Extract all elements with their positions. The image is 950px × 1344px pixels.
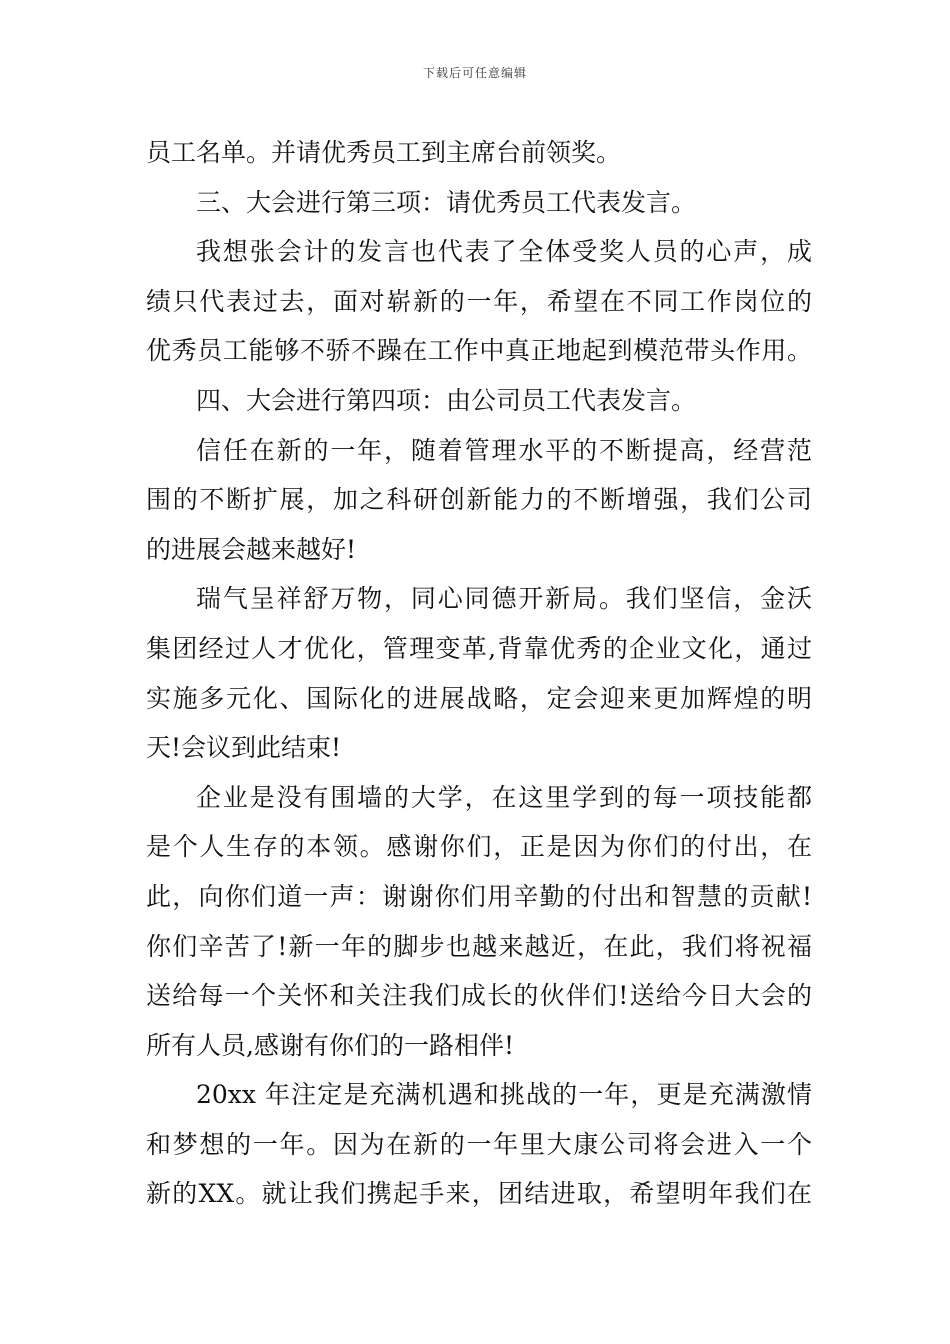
text-line: 四、大会进行第四项：由公司员工代表发言。 [196,385,697,415]
text-line: 瑞气呈祥舒万物，同心同德开新局。我们坚信，金沃 [196,584,812,614]
text-line: 20xx 年注定是充满机遇和挑战的一年，更是充满激情 [196,1080,812,1110]
text-line: 此，向你们道一声：谢谢你们用辛勤的付出和智慧的贡献! [146,881,812,911]
text-line: 所有人员,感谢有你们的一路相伴! [146,1030,514,1060]
text-line: 你们辛苦了!新一年的脚步也越来越近，在此，我们将祝福 [146,931,812,961]
text-line: 信任在新的一年，随着管理水平的不断提高，经营范 [196,435,812,465]
text-line: 新的XX。就让我们携起手来，团结进取，希望明年我们在 [146,1179,812,1209]
text-line: 实施多元化、国际化的进展战略，定会迎来更加辉煌的明 [146,683,812,713]
text-line: 优秀员工能够不骄不躁在工作中真正地起到模范带头作用。 [146,336,812,366]
page-header: 下载后可任意编辑 [422,66,527,80]
text-line: 集团经过人才优化，管理变革,背靠优秀的企业文化，通过 [146,633,812,663]
text-line: 送给每一个关怀和关注我们成长的伙伴们!送给今日大会的 [146,981,812,1011]
text-line: 围的不断扩展，加之科研创新能力的不断增强，我们公司 [146,485,812,515]
text-line: 企业是没有围墙的大学，在这里学到的每一项技能都 [196,782,812,812]
text-line: 的进展会越来越好! [146,534,357,564]
text-line: 是个人生存的本领。感谢你们，正是因为你们的付出，在 [146,832,812,862]
text-line: 我想张会计的发言也代表了全体受奖人员的心声，成 [196,237,812,267]
document-body [146,128,812,1219]
text-line: 和梦想的一年。因为在新的一年里大康公司将会进入一个 [146,1129,812,1159]
text-line: 三、大会进行第三项：请优秀员工代表发言。 [196,187,697,217]
text-line: 天!会议到此结束! [146,733,342,763]
text-line: 员工名单。并请优秀员工到主席台前领奖。 [146,138,622,167]
text-line: 绩只代表过去，面对崭新的一年，希望在不同工作岗位的 [146,286,812,316]
